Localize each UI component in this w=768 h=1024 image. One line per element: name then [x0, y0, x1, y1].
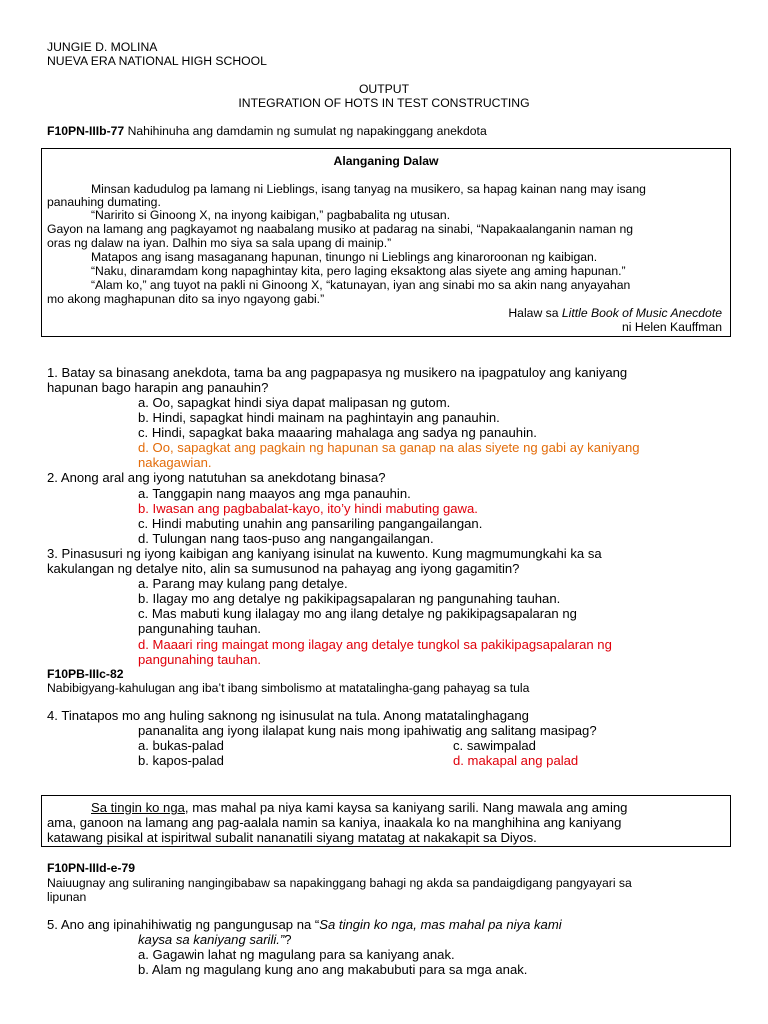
q1-choice-b: b. Hindi, sapagkat hindi mainam na paghintayin ang panauhin. — [138, 410, 500, 425]
passage-line: panauhing dumating. — [47, 195, 161, 209]
passage-line: “Naririto si Ginoong X, na inyong kaibigan,” pagbabalita ng utusan. — [91, 208, 451, 222]
document-subtitle: INTEGRATION OF HOTS IN TEST CONSTRUCTING — [238, 96, 530, 110]
passage-line: oras ng dalaw na iyan. Dalhin mo siya sa sala upang di mainip.” — [47, 236, 392, 250]
competency-3-text: Naiuugnay ang suliraning nangingibabaw sa napakinggang bahagi ng akda sa pandaigdigang pangyayari sa — [47, 876, 632, 890]
question-1-stem: 1. Batay sa binasang anekdota, tama ba ang pagpapasya ng musikero na ipagpatuloy ang kaniyang — [47, 365, 628, 380]
passage-line: Matapos ang isang masaganang hapunan, tinungo ni Lieblings ang kinaroroonan ng kaibigan. — [91, 250, 598, 264]
q4-choice-c: c. sawimpalad — [453, 738, 536, 753]
q3-choice-a: a. Parang may kulang pang detalye. — [138, 576, 348, 591]
q5-choice-a: a. Gagawin lahat ng magulang para sa kaniyang anak. — [138, 947, 455, 962]
passage-source-author: ni Helen Kauffman — [621, 320, 722, 334]
passage-line: “Naku, dinaramdam kong napaghintay kita, pero laging eksaktong alas siyete ang aming hapunan.” — [91, 264, 626, 278]
passage-line: Gayon na lamang ang pagkayamot ng naabalang musiko at padarag na sinabi, “Napakaalanganin naman ng — [47, 222, 634, 236]
passage-line: “Alam ko,” ang tuyot na pakli ni Ginoong X, “katunayan, iyan ang sinabi mo sa akin nang anyayahan — [91, 278, 631, 292]
excerpt-line: katawang pisikal at ispiritwal subalit nananatili siyang matatag at nakakapit sa Diyos. — [47, 830, 537, 845]
question-3-stem: 3. Pinasusuri ng iyong kaibigan ang kaniyang isinulat na kuwento. Kung magmumungkahi ka sa — [47, 546, 602, 561]
q5-quote: Sa tingin ko nga, mas mahal pa niya kami — [319, 917, 562, 932]
question-3-stem: kakulangan ng detalye nito, alin sa sumusunod na pahayag ang iyong gagamitin? — [47, 561, 520, 576]
author-name: JUNGIE D. MOLINA — [47, 40, 158, 54]
q2-choice-b-correct: b. Iwasan ang pagbabalat-kayo, ito’y hindi mabuting gawa. — [138, 501, 478, 516]
q1-choice-d-correct: nakagawian. — [138, 455, 212, 470]
q2-choice-a: a. Tanggapin nang maayos ang mga panauhin. — [138, 486, 411, 501]
question-5-stem: 5. Ano ang ipinahihiwatig ng pangungusap na “Sa tingin ko nga, mas mahal pa niya kami — [47, 917, 562, 932]
question-5-stem: kaysa sa kaniyang sarili.”? — [138, 932, 292, 947]
competency-2-text: Nabibigyang-kahulugan ang iba’t ibang simbolismo at matatalingha-gang pahayag sa tula — [47, 681, 530, 695]
q3-choice-d-correct: pangunahing tauhan. — [138, 652, 262, 667]
q1-choice-a: a. Oo, sapagkat hindi siya dapat malipasan ng gutom. — [138, 395, 451, 410]
q1-choice-d-correct: d. Oo, sapagkat ang pagkain ng hapunan sa ganap na alas siyete ng gabi ay kaniyang — [138, 440, 640, 455]
q5-choice-b: b. Alam ng magulang kung ano ang makabubuti para sa mga anak. — [138, 962, 528, 977]
q3-choice-d-correct: d. Maaari ring maingat mong ilagay ang detalye tungkol sa pakikipagsapalaran ng — [138, 637, 612, 652]
q5-quote: kaysa sa kaniyang sarili.” — [138, 932, 285, 947]
q1-choice-c: c. Hindi, sapagkat baka maaaring mahalaga ang sadya ng panauhin. — [138, 425, 537, 440]
question-4-stem: 4. Tinatapos mo ang huling saknong ng isinusulat na tula. Anong matatalinghagang — [47, 708, 529, 723]
q2-choice-d: d. Tulungan nang taos-puso ang nangangailangan. — [138, 531, 434, 546]
document-title: OUTPUT — [358, 82, 410, 96]
q3-choice-c: c. Mas mabuti kung ilalagay mo ang ilang detalye ng pakikipagsapalaran ng — [138, 606, 577, 621]
question-4-stem: pananalita ang iyong ilalapat kung nais mong ipahiwatig ang salitang masipag? — [138, 723, 597, 738]
q4-choice-b: b. kapos-palad — [138, 753, 224, 768]
q3-choice-b: b. Ilagay mo ang detalye ng pakikipagsapalaran ng pangunahing tauhan. — [138, 591, 561, 606]
q2-choice-c: c. Hindi mabuting unahin ang pansariling pangangailangan. — [138, 516, 483, 531]
question-2-stem: 2. Anong aral ang iyong natutuhan sa anekdotang binasa? — [47, 470, 386, 485]
source-book-title: Little Book of Music Anecdote — [561, 306, 722, 320]
excerpt-line: Sa tingin ko nga, mas mahal pa niya kami kaysa sa kaniyang sarili. Nang mawala ang aming — [91, 800, 628, 815]
excerpt-line: ama, ganoon na lamang ang pag-aalala namin sa kaniya, inaakala ko na manghihina ang kaniyang — [47, 815, 622, 830]
competency-3-text: lipunan — [47, 890, 87, 904]
passage-line: Minsan kadudulog pa lamang ni Lieblings, isang tanyag na musikero, sa hapag kainan nang may isang — [91, 182, 646, 196]
question-1-stem: hapunan bago harapin ang panauhin? — [47, 380, 269, 395]
competency-1 — [47, 124, 487, 138]
passage-source: Halaw sa Little Book of Music Anecdote — [508, 306, 722, 320]
excerpt-highlight: Sa tingin ko nga — [91, 800, 185, 815]
q4-choice-d-correct: d. makapal ang palad — [453, 753, 579, 768]
competency-text: Nahihinuha ang damdamin ng sumulat ng napakinggang anekdota — [124, 124, 487, 138]
q4-choice-a: a. bukas-palad — [138, 738, 224, 753]
passage-line: mo akong maghapunan dito sa inyo ngayong gabi.” — [47, 292, 325, 306]
competency-2-code: F10PB-IIIc-82 — [47, 667, 124, 681]
school-name: NUEVA ERA NATIONAL HIGH SCHOOL — [47, 54, 267, 68]
competency-3-code: F10PN-IIId-e-79 — [47, 861, 136, 875]
competency-code: F10PN-IIIb-77 — [47, 124, 125, 138]
passage-title: Alanganing Dalaw — [333, 154, 439, 168]
q3-choice-c: pangunahing tauhan. — [138, 621, 262, 636]
